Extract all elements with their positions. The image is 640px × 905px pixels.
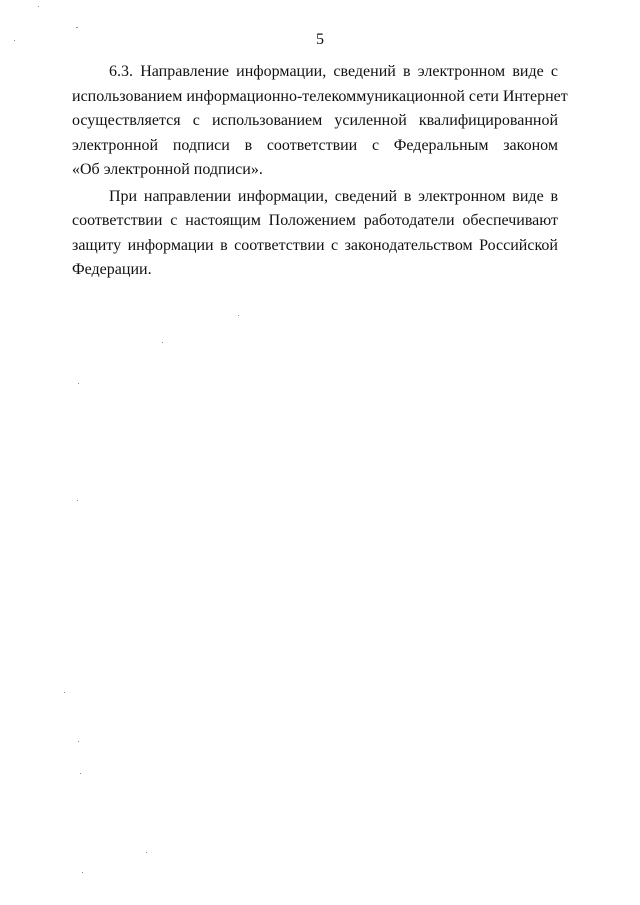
paragraph-line: Федерации. [72,261,152,279]
paragraph-line: 6.3. Направление информации, сведений в электронном виде с [109,63,558,80]
scan-speck [64,692,65,693]
paragraph-6-3 [72,60,568,183]
page-number: 5 [316,31,324,48]
paragraph-line: электронной подписи в соответствии с Федеральным законом [72,136,558,154]
paragraph-protection [72,185,558,283]
paragraph-line: «Об электронной подписи». [72,161,263,179]
scan-speck [76,27,78,28]
scan-speck [146,852,147,853]
scan-speck [162,342,163,343]
paragraph-line: соответствии с настоящим Положением работодатели обеспечивают [72,212,558,230]
scan-speck [78,383,79,384]
paragraph-line: защиту информации в соответствии с законодательством Российской [72,236,558,254]
scan-speck [80,773,81,774]
scan-speck [77,500,78,501]
scan-speck [82,872,83,873]
scan-speck [38,6,39,7]
paragraph-line: При направлении информации, сведений в электронном виде в [109,187,558,205]
scan-speck [78,741,79,742]
scan-speck [14,40,15,41]
scan-speck [238,315,239,316]
paragraph-line: осуществляется с использованием усиленной квалифицированной [72,112,558,130]
paragraph-line: использованием информационно-телекоммуникационной сети Интернет [72,87,568,105]
document-body [72,60,568,283]
